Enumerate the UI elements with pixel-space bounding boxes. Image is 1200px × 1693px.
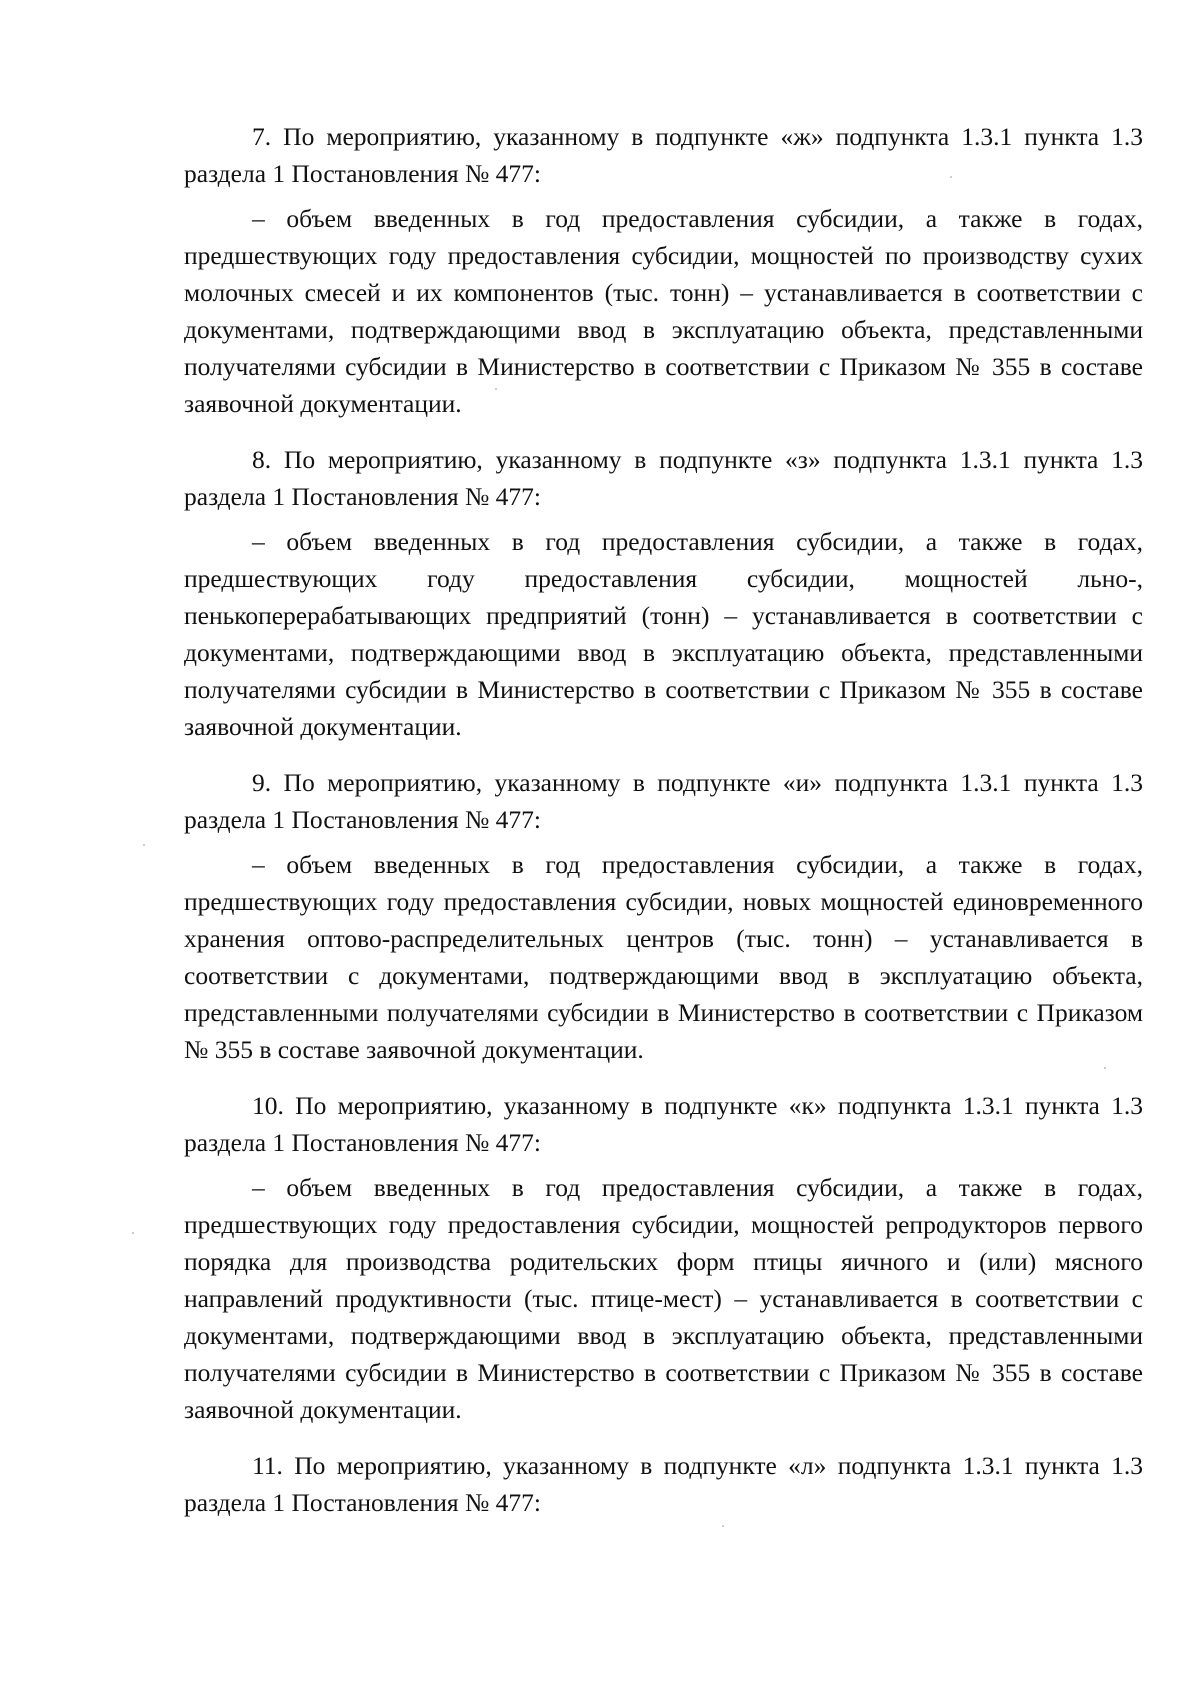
section-7 (184, 118, 1143, 422)
scan-speck (132, 1232, 134, 1234)
section-heading: 8. По мероприятию, указанному в подпункте «з» подпункта 1.3.1 пункта 1.3 раздела 1 Постановления № 477: (184, 445, 1143, 511)
document-body (184, 118, 1143, 1540)
section-text: – объем введенных в год предоставления субсидии, а также в годах, предшествующих году предоставления субсидии, мощностей репродукторов первого порядка для производства родительских форм птицы яичного и (или) мясного направлений продуктивности (тыс. птице-мест) – устанавливается в соответствии с документами, подтверждающими ввод в эксплуатацию объекта, представленными получателями субсидии в Министерство в соответствии с Приказом № 355 в составе заявочной документации. (184, 1173, 1143, 1424)
section-9 (184, 764, 1143, 1068)
section-text: – объем введенных в год предоставления субсидии, а также в годах, предшествующих году предоставления субсидии, новых мощностей единовременного хранения оптово-распределительных центров (тыс. тонн) – устанавливается в соответствии с документами, подтверждающими ввод в эксплуатацию объекта, представленными получателями субсидии в Министерство в соответствии с Приказом № 355 в составе заявочной документации. (184, 850, 1143, 1064)
section-8 (184, 441, 1143, 745)
section-heading: 10. По мероприятию, указанному в подпункте «к» подпункта 1.3.1 пункта 1.3 раздела 1 Постановления № 477: (184, 1091, 1143, 1157)
section-text: – объем введенных в год предоставления субсидии, а также в годах, предшествующих году предоставления субсидии, мощностей по производству сухих молочных смесей и их компонентов (тыс. тонн) – устанавливается в соответствии с документами, подтверждающими ввод в эксплуатацию объекта, представленными получателями субсидии в Министерство в соответствии с Приказом № 355 в составе заявочной документации. (184, 204, 1143, 418)
section-11 (184, 1447, 1143, 1521)
section-heading: 9. По мероприятию, указанному в подпункте «и» подпункта 1.3.1 пункта 1.3 раздела 1 Постановления № 477: (184, 768, 1143, 834)
section-heading: 11. По мероприятию, указанному в подпункте «л» подпункта 1.3.1 пункта 1.3 раздела 1 Постановления № 477: (184, 1451, 1143, 1517)
scan-speck (143, 844, 145, 846)
section-heading: 7. По мероприятию, указанному в подпункте «ж» подпункта 1.3.1 пункта 1.3 раздела 1 Постановления № 477: (184, 122, 1143, 188)
section-10 (184, 1087, 1143, 1428)
section-text: – объем введенных в год предоставления субсидии, а также в годах, предшествующих году предоставления субсидии, мощностей льно-, пенькоперерабатывающих предприятий (тонн) – устанавливается в соответствии с документами, подтверждающими ввод в эксплуатацию объекта, представленными получателями субсидии в Министерство в соответствии с Приказом № 355 в составе заявочной документации. (184, 527, 1143, 741)
